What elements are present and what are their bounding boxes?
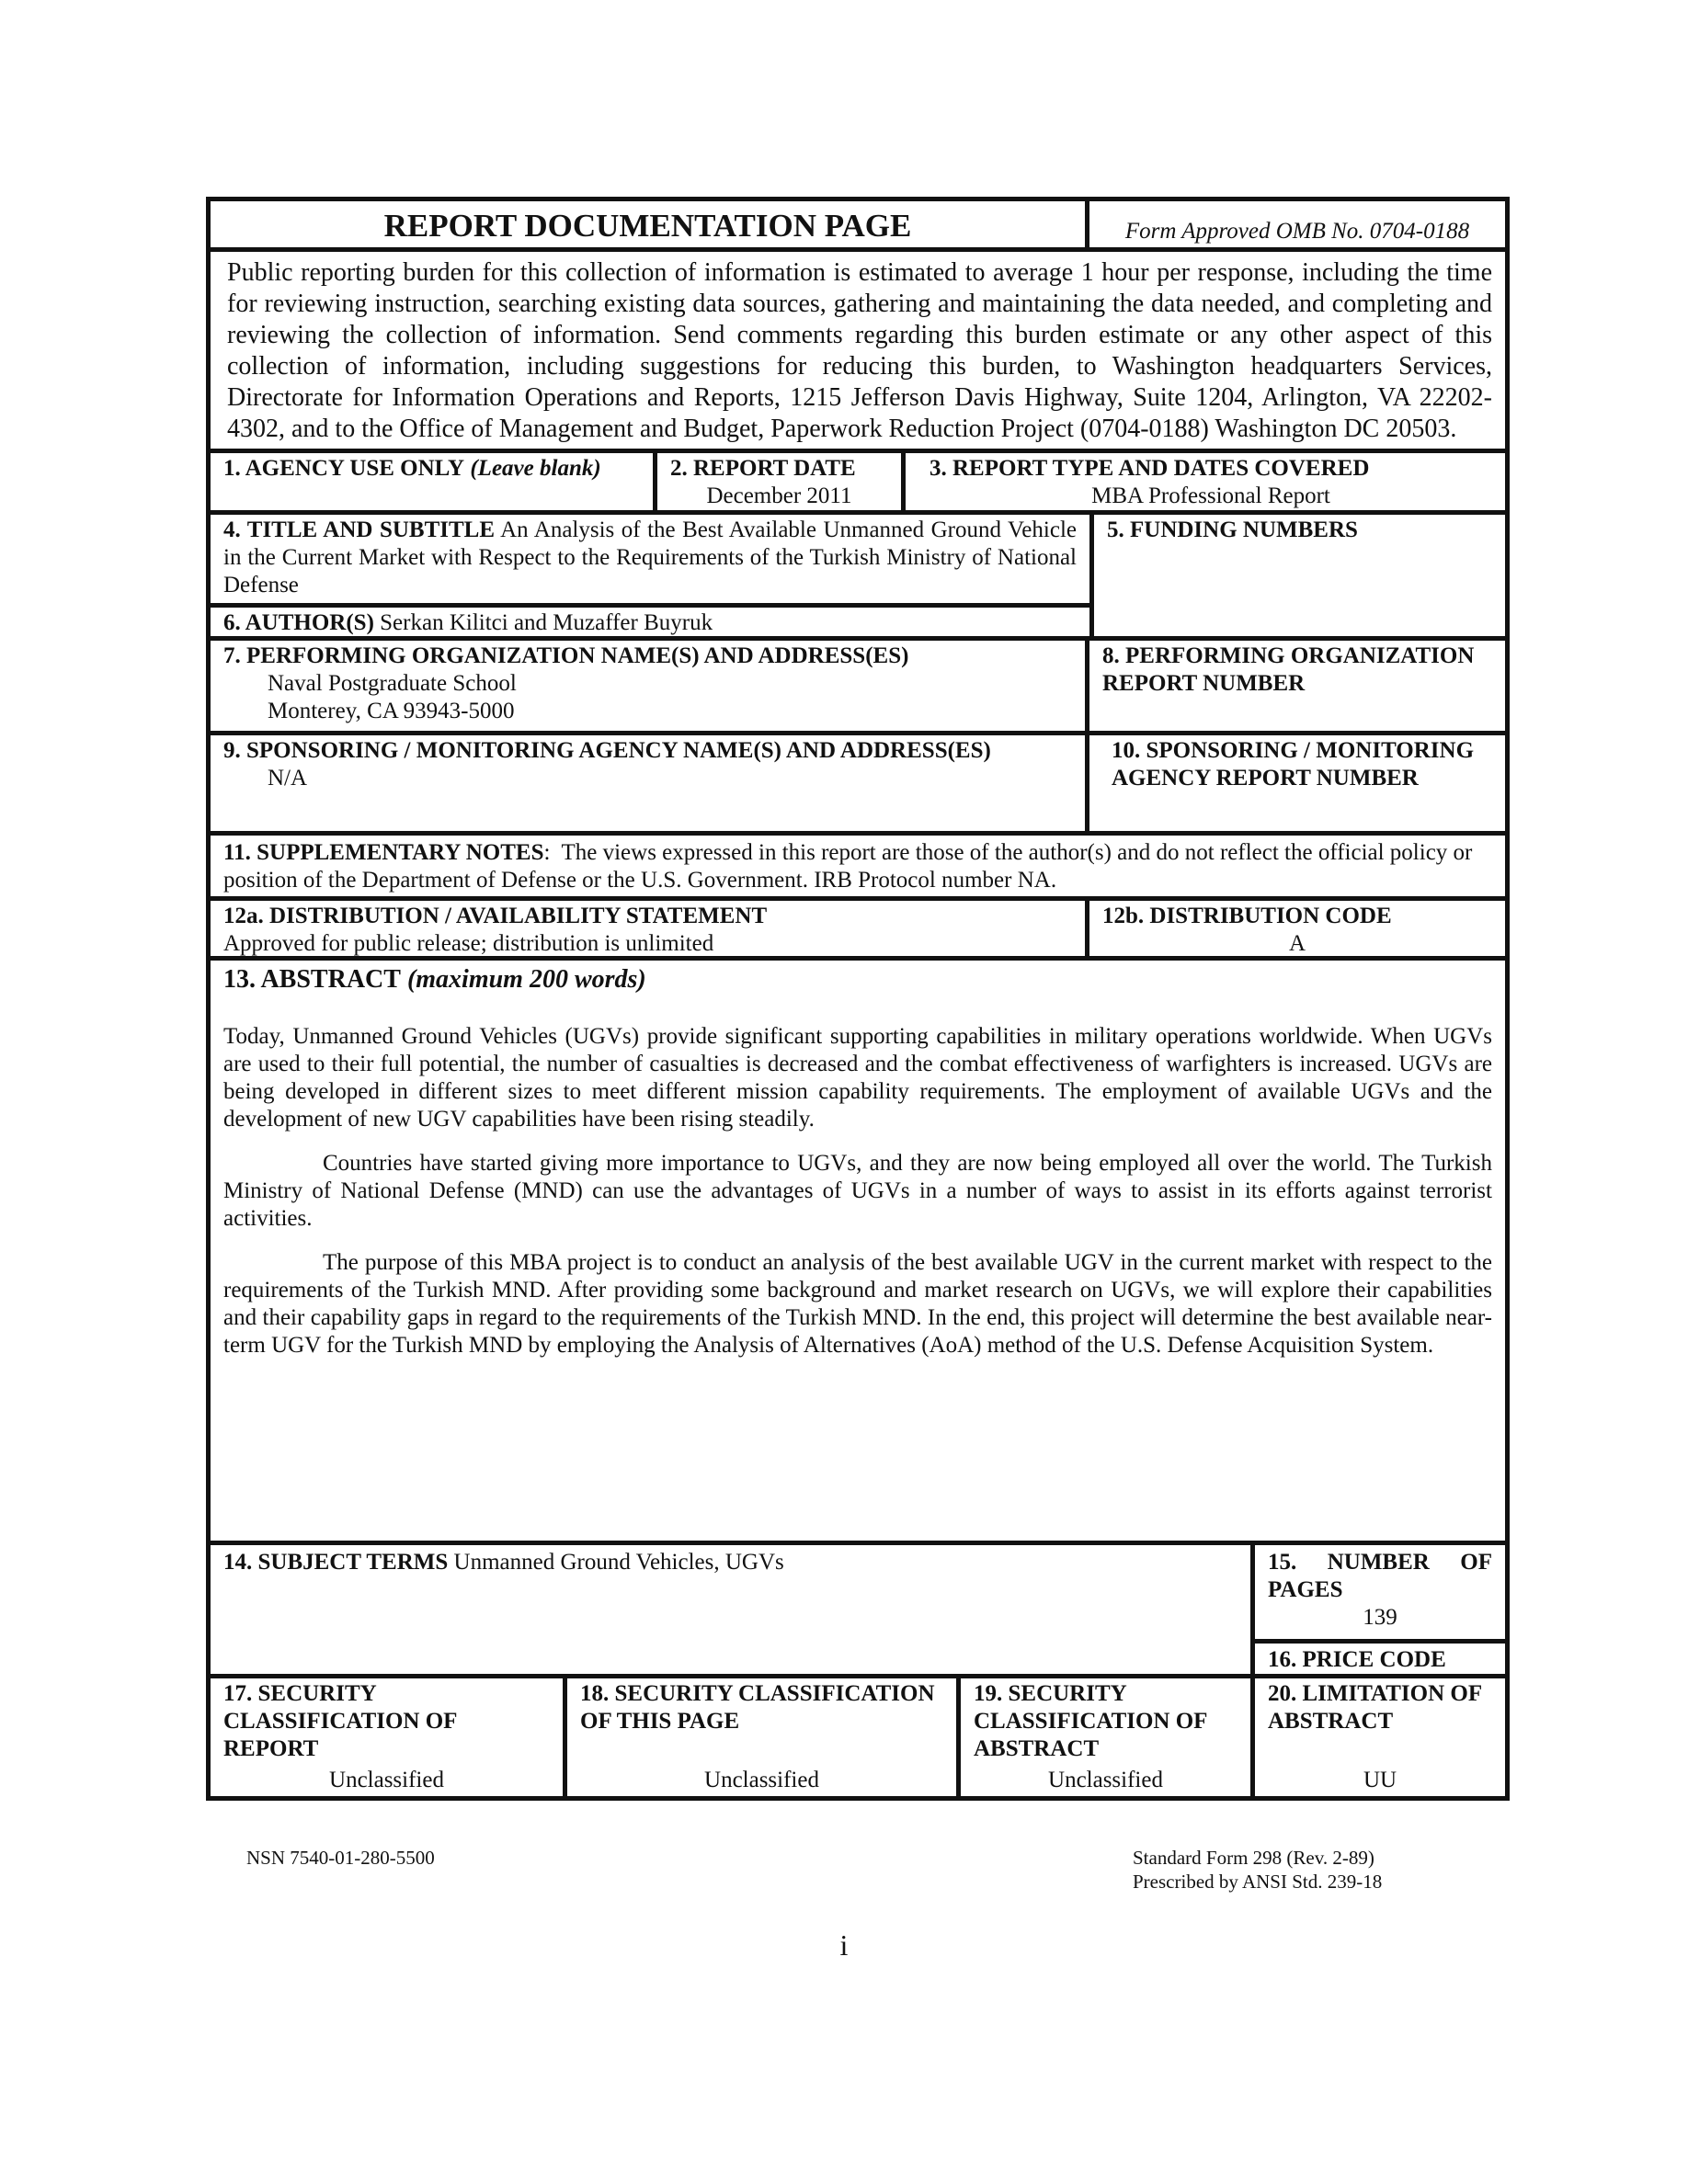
burden-statement: Public reporting burden for this collection of information is estimated to average 1 hour per response, including the time for reviewing instruction, searching existing data sources, gathering and maintaining the data needed, and completing and reviewing the collection of information. Send comments regarding this burden estimate or any other aspect of this collection of information, including suggestions for reducing this burden, to Washington headquarters Services, Directorate for Information Operations and Reports, 1215 Jefferson Davis Highway, Suite 1204, Arlington, VA 22202-4302, and to the Office of Management and Budget, Paperwork Reduction Project (0704-0188) Washington DC 20503. bbox=[227, 258, 1492, 443]
field-abstract bbox=[211, 961, 1505, 1541]
field-report-date bbox=[657, 453, 906, 510]
abstract-heading bbox=[223, 964, 1492, 995]
security-abstract-value: Unclassified bbox=[1048, 1768, 1163, 1792]
report-type-label: 3. REPORT TYPE AND DATES COVERED bbox=[930, 456, 1370, 481]
performing-org-name: Naval Postgraduate School bbox=[268, 671, 517, 696]
field-price-code: 16. PRICE CODE bbox=[1255, 1639, 1505, 1674]
number-of-pages-label: 15. NUMBER OF PAGES bbox=[1268, 1550, 1492, 1602]
field-distribution-statement bbox=[211, 901, 1089, 956]
abstract-label: 13. ABSTRACT bbox=[223, 965, 401, 994]
agency-use-label: 1. AGENCY USE ONLY bbox=[223, 456, 465, 481]
authors-value: Serkan Kilitci and Muzaffer Buyruk bbox=[380, 610, 713, 635]
form-title: REPORT DOCUMENTATION PAGE bbox=[211, 201, 1089, 247]
field-authors bbox=[211, 603, 1089, 636]
performing-org-address: Monterey, CA 93943-5000 bbox=[268, 699, 515, 723]
abstract-paragraph-3: The purpose of this MBA project is to conduct an analysis of the best available UGV in the current market with respect to the requirements of the Turkish MND. After providing some background and market research on UGVs, we will explore their capabilities and their capability gaps in regard to the requirements of the Turkish MND. In the end, this project will determine the best available near-term UGV for the Turkish MND by employing the Analysis of Alternatives (AoA) method of the U.S. Defense Acquisition System. bbox=[223, 1250, 1492, 1358]
row-fields-17-20 bbox=[211, 1674, 1505, 1796]
field-report-type bbox=[906, 453, 1505, 510]
supplementary-notes-value: The views expressed in this report are those of the author(s) and do not reflect the official policy or position of the Department of Defense or the U.S. Government. IRB Protocol number NA. bbox=[223, 840, 1473, 893]
omb-approval: Form Approved OMB No. 0704-0188 bbox=[1124, 219, 1470, 244]
pages-price-group bbox=[1255, 1545, 1505, 1674]
distribution-statement-value: Approved for public release; distribution is unlimited bbox=[223, 931, 714, 956]
subject-terms-value: Unmanned Ground Vehicles, UGVs bbox=[453, 1550, 784, 1575]
report-documentation-form bbox=[206, 197, 1510, 1801]
field-security-report bbox=[211, 1678, 567, 1796]
row-field-11 bbox=[211, 831, 1505, 896]
subject-terms-label: 14. SUBJECT TERMS bbox=[223, 1550, 449, 1575]
report-date-value: December 2011 bbox=[706, 483, 852, 508]
security-report-label: 17. SECURITY CLASSIFICATION OF REPORT bbox=[223, 1681, 457, 1761]
prescribed-by: Prescribed by ANSI Std. 239-18 bbox=[1133, 1871, 1383, 1893]
security-page-value: Unclassified bbox=[704, 1768, 819, 1792]
row-fields-1-3 bbox=[211, 449, 1505, 510]
agency-use-note: (Leave blank) bbox=[470, 456, 601, 481]
limitation-abstract-value: UU bbox=[1363, 1768, 1397, 1792]
security-report-value: Unclassified bbox=[329, 1768, 444, 1792]
sponsoring-agency-label: 9. SPONSORING / MONITORING AGENCY NAME(S) AND ADDRESS(ES) bbox=[223, 738, 991, 763]
report-date-label: 2. REPORT DATE bbox=[670, 456, 856, 481]
standard-form: Standard Form 298 (Rev. 2-89) bbox=[1133, 1847, 1374, 1869]
field-sponsoring-agency bbox=[211, 735, 1089, 831]
authors-label: 6. AUTHOR(S) bbox=[223, 610, 374, 635]
row-fields-12 bbox=[211, 896, 1505, 956]
performing-org-label: 7. PERFORMING ORGANIZATION NAME(S) AND ADDRESS(ES) bbox=[223, 643, 909, 668]
distribution-code-label: 12b. DISTRIBUTION CODE bbox=[1102, 904, 1392, 928]
nsn-number: NSN 7540-01-280-5500 bbox=[246, 1847, 435, 1869]
field-performing-report-number: 8. PERFORMING ORGANIZATION REPORT NUMBER bbox=[1102, 643, 1475, 696]
title-author-group bbox=[211, 515, 1094, 636]
title-subtitle-label: 4. TITLE AND SUBTITLE bbox=[223, 518, 496, 542]
number-of-pages-value: 139 bbox=[1363, 1605, 1397, 1630]
row-fields-14-16 bbox=[211, 1541, 1505, 1674]
field-agency-use bbox=[211, 453, 657, 510]
abstract-paragraph-2: Countries have started giving more importance to UGVs, and they are now being employed all over the world. The Turkish Ministry of National Defense (MND) can use the advantages of UGVs in a number of ways to assist in its efforts against terrorist activities. bbox=[223, 1151, 1492, 1231]
security-abstract-label: 19. SECURITY CLASSIFICATION OF ABSTRACT bbox=[974, 1681, 1207, 1761]
row-fields-9-10 bbox=[211, 731, 1505, 831]
field-security-page bbox=[567, 1678, 961, 1796]
burden-row bbox=[211, 247, 1505, 449]
row-fields-7-8 bbox=[211, 636, 1505, 731]
distribution-code-value: A bbox=[1288, 931, 1306, 956]
field-subject-terms bbox=[211, 1545, 1255, 1674]
distribution-statement-label: 12a. DISTRIBUTION / AVAILABILITY STATEMENT bbox=[223, 904, 768, 928]
field-funding-numbers: 5. FUNDING NUMBERS bbox=[1107, 518, 1358, 542]
limitation-abstract-label: 20. LIMITATION OF ABSTRACT bbox=[1268, 1681, 1482, 1734]
field-number-of-pages bbox=[1255, 1545, 1505, 1639]
report-type-value: MBA Professional Report bbox=[1091, 483, 1330, 508]
supplementary-notes-label: 11. SUPPLEMENTARY NOTES bbox=[223, 840, 544, 865]
abstract-note: (maximum 200 words) bbox=[406, 965, 646, 994]
field-limitation-abstract bbox=[1255, 1678, 1505, 1796]
title-subtitle-value: An Analysis of the Best Available Unmanned Ground Vehicle in the Current Market with Respect to the Requirements of the Turkish Ministry of National Defense bbox=[223, 518, 1077, 597]
field-performing-org bbox=[211, 641, 1089, 731]
row-field-13 bbox=[211, 956, 1505, 1541]
field-title-subtitle bbox=[211, 515, 1089, 603]
field-supplementary-notes: 11. SUPPLEMENTARY NOTES: The views expressed in this report are those of the author(s) and do not reflect the official policy or position of the Department of Defense or the U.S. Government. IRB Protocol number NA. bbox=[223, 840, 1473, 893]
field-sponsoring-report-number: 10. SPONSORING / MONITORING AGENCY REPORT NUMBER bbox=[1112, 738, 1475, 791]
sponsoring-agency-value: N/A bbox=[268, 766, 308, 791]
field-security-abstract bbox=[961, 1678, 1255, 1796]
row-fields-4-6 bbox=[211, 510, 1505, 636]
form-header-row bbox=[211, 201, 1505, 247]
abstract-paragraph-1: Today, Unmanned Ground Vehicles (UGVs) provide significant supporting capabilities in military operations worldwide. When UGVs are used to their full potential, the number of casualties is decreased and the combat effectiveness of warfighters is increased. UGVs are being developed in different sizes to meet different mission capability requirements. The employment of available UGVs and the development of new UGV capabilities have been rising steadily. bbox=[223, 1024, 1492, 1132]
field-distribution-code bbox=[1089, 901, 1505, 956]
page-number: i bbox=[839, 1928, 849, 1962]
security-page-label: 18. SECURITY CLASSIFICATION OF THIS PAGE bbox=[580, 1681, 935, 1734]
